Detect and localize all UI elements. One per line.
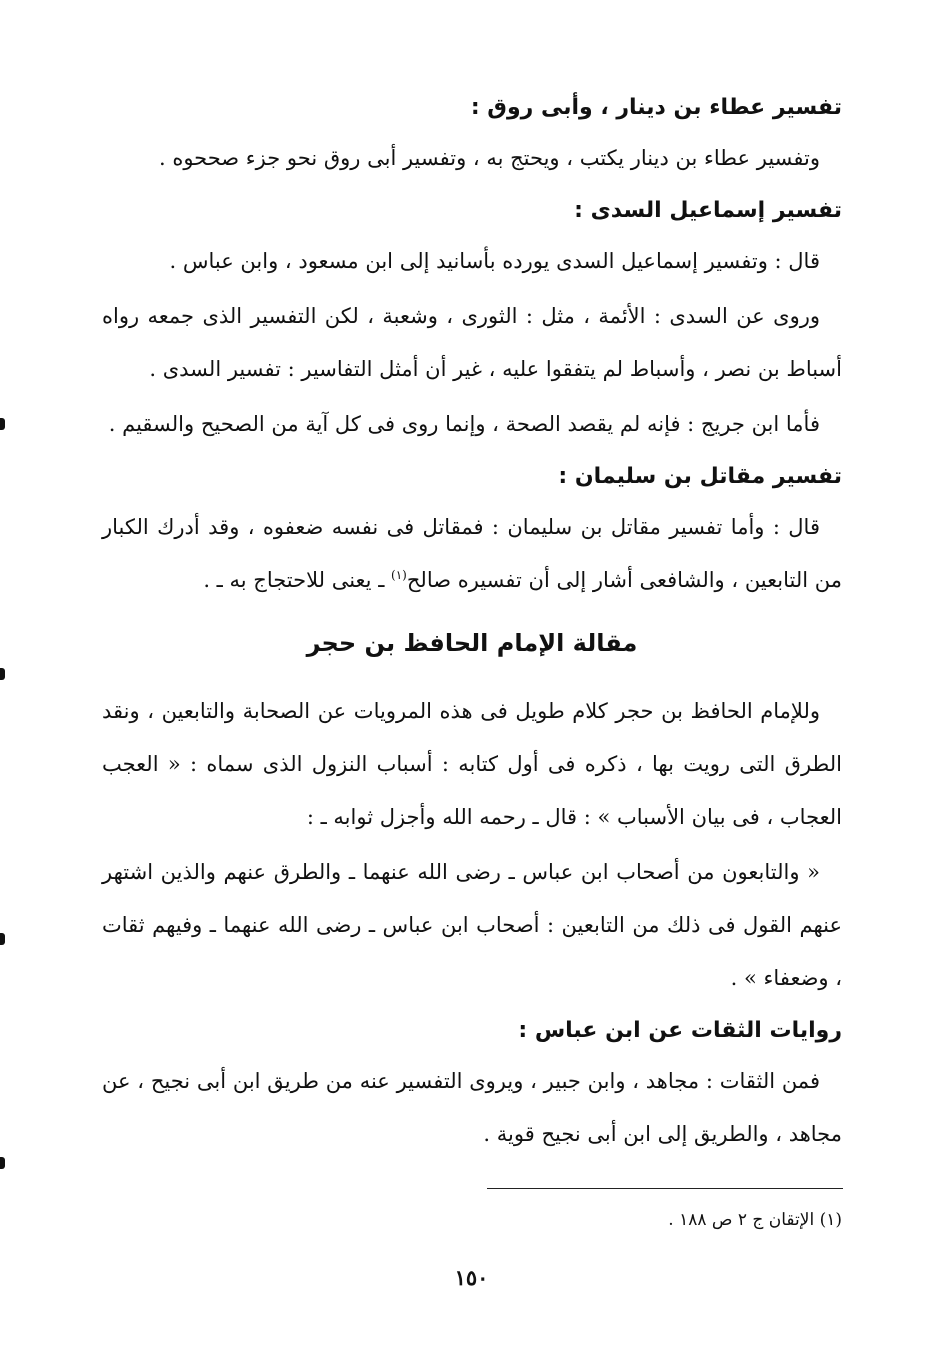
page-body	[102, 84, 842, 1163]
section-heading-muqatil: تفسير مقاتل بن سليمان :	[558, 464, 842, 489]
scan-margin-mark	[0, 933, 5, 945]
scan-margin-mark	[0, 418, 5, 430]
paragraph-thiqat: فمن الثقات : مجاهد ، وابن جبير ، ويروى التفسير عنه من طريق ابن أبى نجيح ، عن مجاهد ، والطريق إلى ابن أبى نجيح قوية .	[102, 1069, 842, 1146]
paragraph-suddi-2: وروى عن السدى : الأئمة ، مثل : الثورى ، وشعبة ، لكن التفسير الذى جمعه رواه أسباط بن نصر ، وأسباط لم يتفقوا عليه ، غير أن أمثل التفاسير : تفسير السدى .	[102, 304, 842, 381]
footnote-separator	[487, 1188, 843, 1189]
section-heading-thiqat: روايات الثقات عن ابن عباس :	[518, 1018, 842, 1043]
paragraph-muqatil	[102, 501, 842, 607]
paragraph-ibn-hajar: وللإمام الحافظ بن حجر كلام طويل فى هذه المرويات عن الصحابة والتابعين ، ونقد الطرق التى رويت بها ، ذكره فى أول كتابه : أسباب النزول الذى سماه : « العجب العجاب ، فى بيان الأسباب » : قال ـ رحمه الله وأجزل ثوابه ـ :	[102, 699, 842, 829]
paragraph-ata: وتفسير عطاء بن دينار يكتب ، ويحتج به ، وتفسير أبى روق نحو جزء صححوه .	[158, 146, 820, 170]
footnote: (١) الإتقان ج ٢ ص ١٨٨ .	[668, 1210, 842, 1230]
paragraph-muqatil-tail: ـ يعنى للاحتجاج به ـ .	[203, 568, 392, 592]
scan-margin-mark	[0, 668, 5, 680]
section-heading-ata: تفسير عطاء بن دينار ، وأبى روق :	[470, 95, 842, 120]
paragraph-ibn-jurayj: فأما ابن جريج : فإنه لم يقصد الصحة ، وإنما روى فى كل آية من الصحيح والسقيم .	[108, 412, 820, 436]
page-number: ١٥٠	[454, 1265, 489, 1290]
footnote-reference[interactable]: (١)	[391, 568, 407, 582]
paragraph-muqatil-text: قال : وأما تفسير مقاتل بن سليمان : فمقاتل فى نفسه ضعفوه ، وقد أدرك الكبار من التابعين ، والشافعى أشار إلى أن تفسيره صالح	[102, 515, 842, 592]
section-heading-suddi: تفسير إسماعيل السدى :	[574, 198, 842, 223]
paragraph-suddi-1: قال : وتفسير إسماعيل السدى يورده بأسانيد إلى ابن مسعود ، وابن عباس .	[169, 249, 820, 273]
chapter-title: مقالة الإمام الحافظ بن حجر	[306, 629, 638, 657]
scan-margin-mark	[0, 1157, 5, 1169]
paragraph-quote: « والتابعون من أصحاب ابن عباس ـ رضى الله عنهما ـ والطرق عنهم والذين اشتهر عنهم القول فى ذلك من التابعين : أصحاب ابن عباس ـ رضى الله عنهما ـ وفيهم ثقات ، وضعفاء » .	[102, 860, 842, 990]
